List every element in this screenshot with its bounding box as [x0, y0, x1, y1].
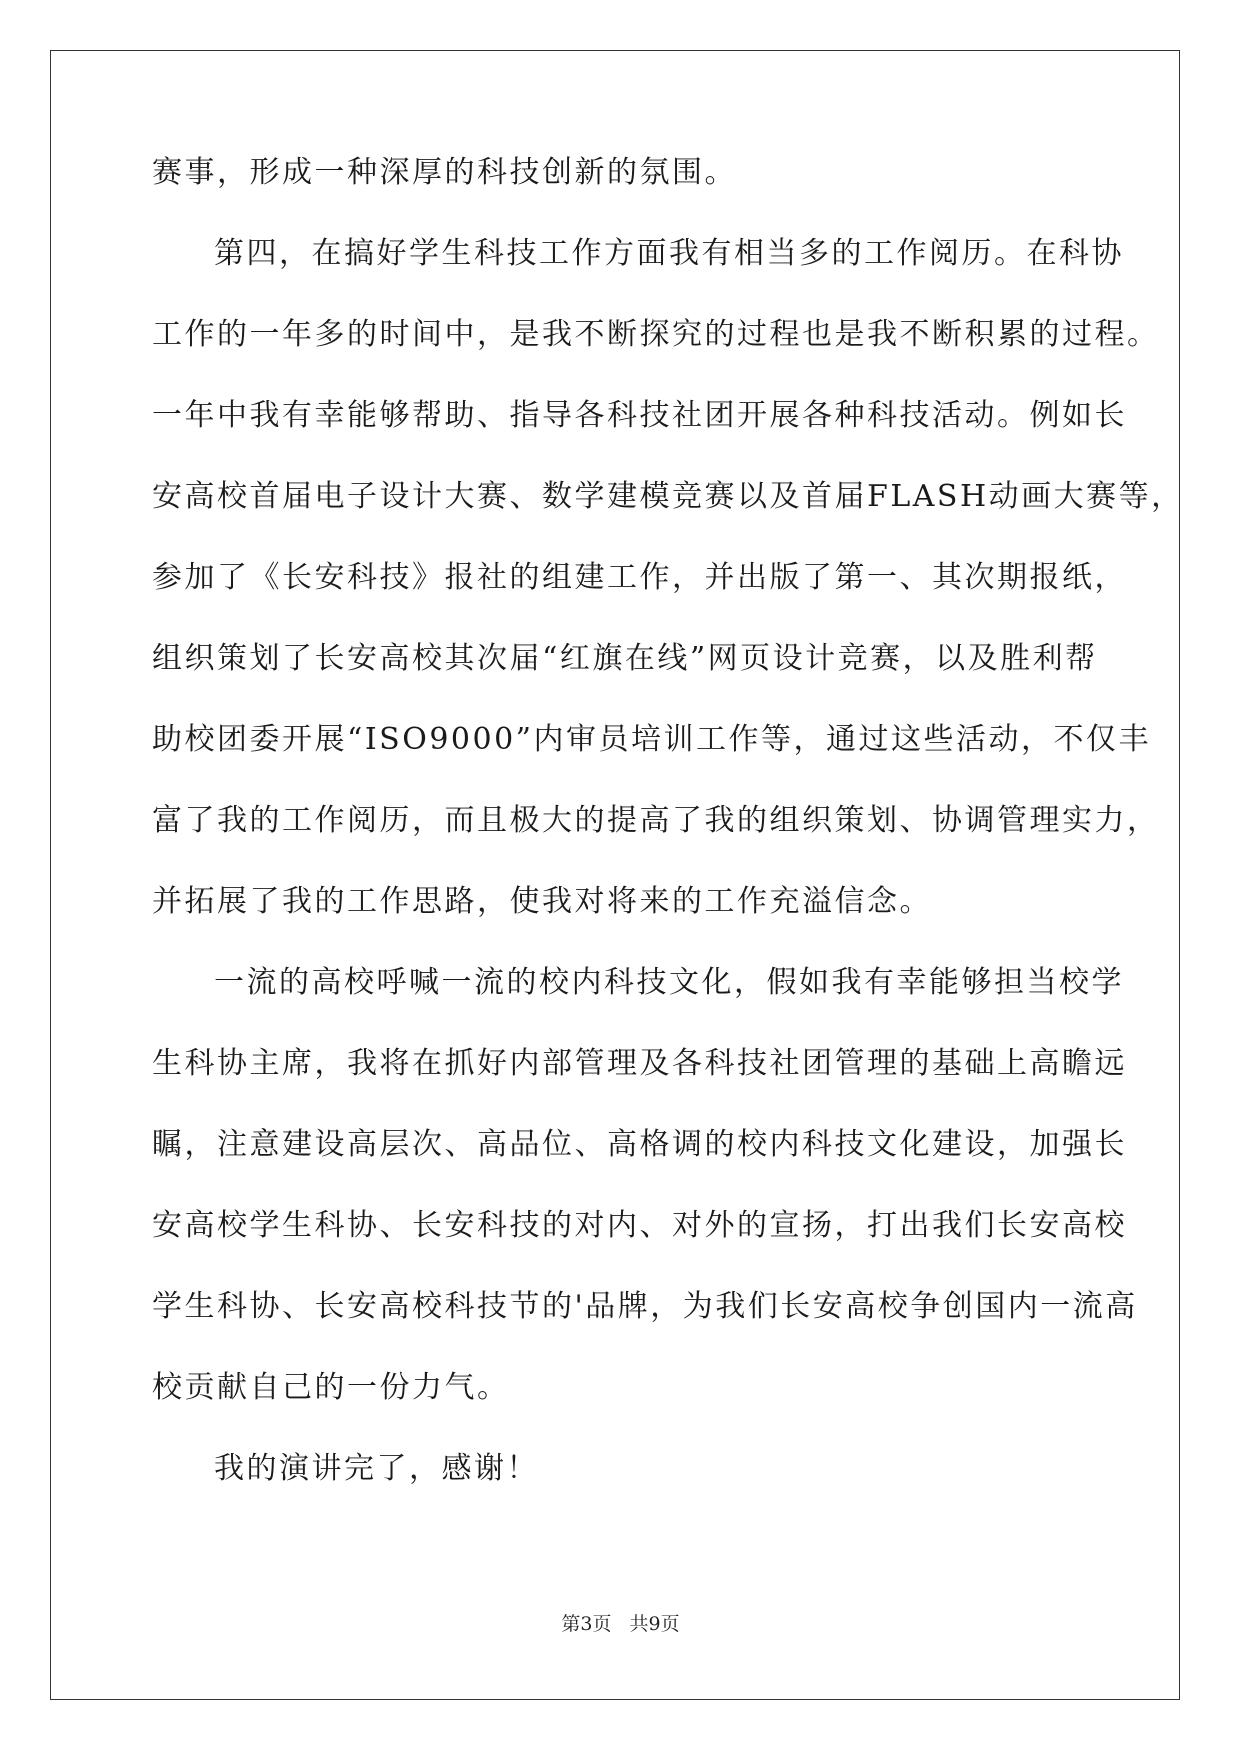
text-line: 瞩，注意建设高层次、高品位、高格调的校内科技文化建设，加强长 — [152, 1127, 1127, 1162]
text-line: 校贡献自己的一份力气。 — [152, 1370, 510, 1405]
text-line: 学生科协、长安高校科技节的'品牌，为我们长安高校争创国内一流高 — [152, 1289, 1138, 1324]
text-line: 参加了《长安科技》报社的组建工作，并出版了第一、其次期报纸， — [152, 560, 1127, 595]
page-number: 第3页 — [561, 1613, 612, 1635]
text-line: 富了我的工作阅历，而且极大的提高了我的组织策划、协调管理实力， — [152, 803, 1160, 838]
text-line: 赛事，形成一种深厚的科技创新的氛围。 — [152, 155, 737, 190]
text-line: 第四，在搞好学生科技工作方面我有相当多的工作阅历。在科协 — [214, 236, 1124, 271]
text-line: 生科协主席，我将在抓好内部管理及各科技社团管理的基础上高瞻远 — [152, 1046, 1127, 1081]
text-line: 组织策划了长安高校其次届“红旗在线”网页设计竞赛，以及胜利帮 — [152, 641, 1098, 676]
text-line: 助校团委开展“ISO9000”内审员培训工作等，通过这些活动，不仅丰 — [152, 722, 1152, 757]
text-line: 并拓展了我的工作思路，使我对将来的工作充溢信念。 — [152, 884, 932, 919]
text-line: 我的演讲完了，感谢！ — [214, 1451, 539, 1486]
page-footer — [0, 1612, 1241, 1636]
text-line: 安高校学生科协、长安科技的对内、对外的宣扬，打出我们长安高校 — [152, 1208, 1127, 1243]
text-line: 工作的一年多的时间中，是我不断探究的过程也是我不断积累的过程。 — [152, 317, 1160, 352]
page-total: 共9页 — [629, 1613, 680, 1635]
text-line: 安高校首届电子设计大赛、数学建模竞赛以及首届FLASH动画大赛等， — [152, 479, 1184, 514]
text-line: 一流的高校呼喊一流的校内科技文化，假如我有幸能够担当校学 — [214, 965, 1124, 1000]
text-line: 一年中我有幸能够帮助、指导各科技社团开展各种科技活动。例如长 — [152, 398, 1127, 433]
